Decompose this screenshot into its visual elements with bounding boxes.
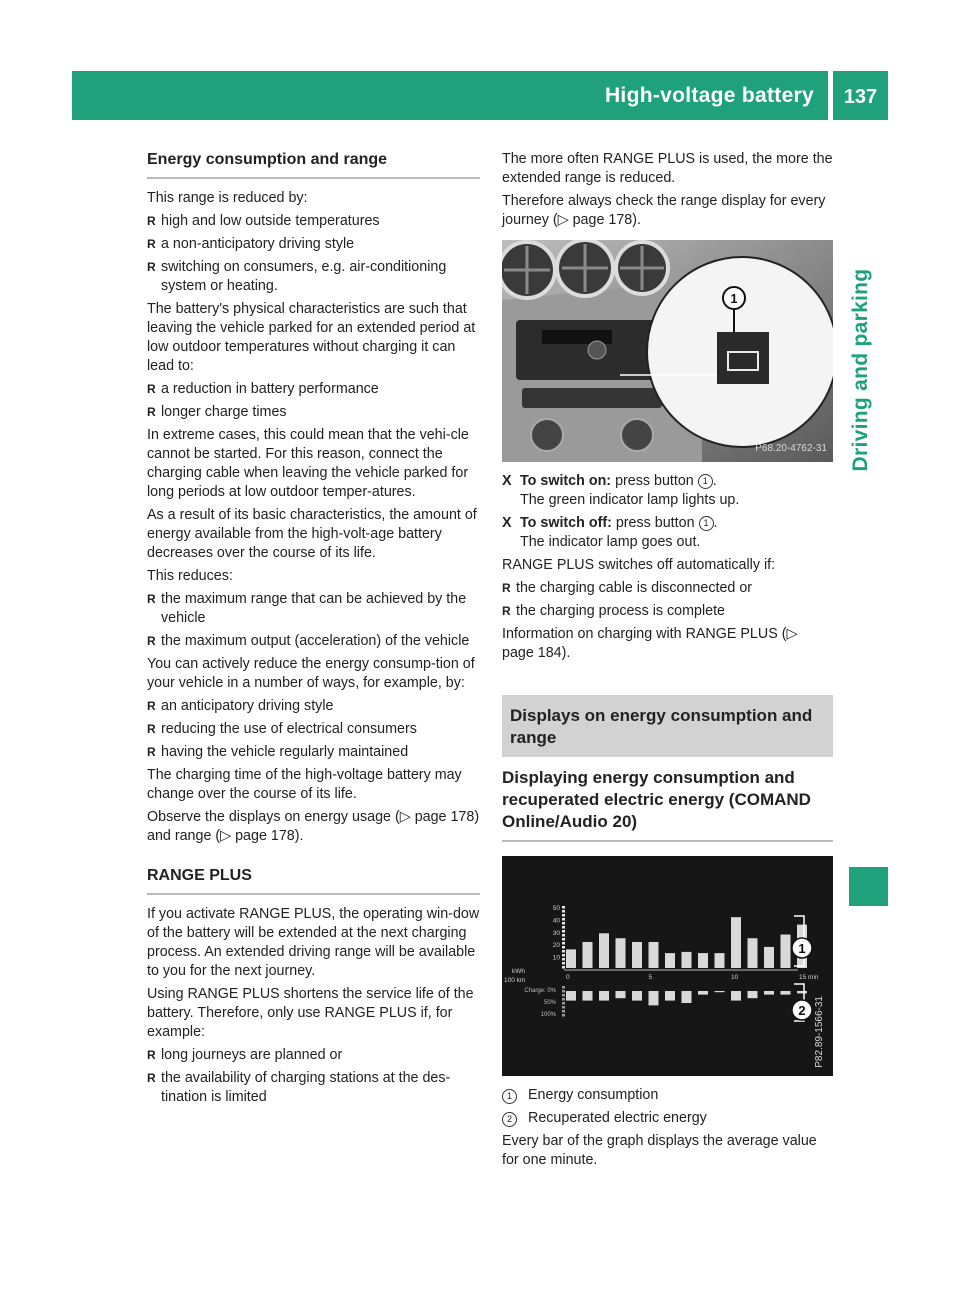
y-axis-segment bbox=[562, 914, 565, 917]
consumption-bar bbox=[698, 953, 708, 968]
step-switch-on bbox=[502, 472, 833, 510]
paragraph: If you activate RANGE PLUS, the operating win-dow of the battery will be extended at the next charging process. An extended driving range will be available to you for the next journey. bbox=[147, 906, 480, 979]
y-axis-segment bbox=[562, 934, 565, 937]
consumption-bar bbox=[665, 953, 675, 968]
list-item: R the maximum output (acceleration) of the vehicle bbox=[147, 632, 480, 651]
list-item: R an anticipatory driving style bbox=[147, 697, 480, 716]
unit-label: 100 km bbox=[504, 977, 526, 984]
step-text: press button bbox=[615, 515, 695, 531]
y-tick-label: 30 bbox=[552, 929, 560, 937]
step-label: To switch off: bbox=[520, 515, 612, 531]
paragraph: Information on charging with RANGE PLUS (▷ page 184). bbox=[502, 626, 798, 661]
charge-label: Charge: 0% bbox=[524, 988, 556, 994]
side-tab bbox=[833, 130, 888, 860]
legend-text: Energy consumption bbox=[528, 1087, 659, 1103]
y-tick-label: 40 bbox=[552, 917, 560, 925]
charge-scale-segment bbox=[562, 1014, 565, 1017]
figure-code: P68.20-4762-31 bbox=[755, 443, 827, 454]
legend-text: Recuperated electric energy bbox=[528, 1110, 707, 1126]
charge-scale-segment bbox=[562, 1006, 565, 1009]
marker-1: 1 bbox=[699, 516, 714, 531]
recuperation-bar bbox=[698, 991, 708, 995]
legend-marker: 2 bbox=[502, 1112, 517, 1127]
y-axis-segment bbox=[562, 926, 565, 929]
charge-scale-segment bbox=[562, 986, 565, 989]
list-item: R longer charge times bbox=[147, 403, 480, 422]
consumption-bar bbox=[616, 938, 626, 968]
legend-marker: 1 bbox=[502, 1089, 517, 1104]
marker-1-label: 1 bbox=[798, 941, 806, 956]
paragraph: Using RANGE PLUS shortens the service life of the battery. Therefore, only use RANGE PLUS if, for example: bbox=[147, 986, 474, 1040]
y-axis-segment bbox=[562, 906, 565, 909]
paragraph: Every bar of the graph displays the average value for one minute. bbox=[502, 1133, 817, 1168]
range-plus-heading: RANGE PLUS bbox=[147, 866, 480, 895]
paragraph: The battery's physical characteristics are such that leaving the vehicle parked for an extended period at low outdoor temperatures without charging it can lead to: bbox=[147, 301, 476, 374]
recuperation-bar bbox=[781, 991, 791, 995]
photo-marker-1: 1 bbox=[730, 291, 738, 306]
y-axis-segment bbox=[562, 946, 565, 949]
recuperation-bar bbox=[764, 991, 774, 995]
y-tick-label: 10 bbox=[552, 954, 560, 962]
paragraph: You can actively reduce the energy consump-tion of your vehicle in a number of ways, for example, by: bbox=[147, 656, 475, 691]
list-item: R the maximum range that can be achieved by the vehicle bbox=[147, 590, 480, 628]
y-axis-segment bbox=[562, 918, 565, 921]
consumption-bar bbox=[649, 942, 659, 968]
y-axis-segment bbox=[562, 942, 565, 945]
step-switch-off bbox=[502, 514, 833, 552]
recuperation-bar bbox=[748, 991, 758, 998]
y-axis-segment bbox=[562, 966, 565, 969]
recuperation-bar bbox=[616, 991, 626, 998]
y-axis-segment bbox=[562, 958, 565, 961]
recuperation-bar bbox=[632, 991, 642, 1001]
dashboard-illustration bbox=[502, 240, 833, 462]
y-axis-segment bbox=[562, 938, 565, 941]
y-axis-segment bbox=[562, 954, 565, 957]
list-item: R the charging cable is disconnected or bbox=[502, 579, 833, 598]
marker-1: 1 bbox=[698, 474, 713, 489]
x-tick-label: 5 bbox=[648, 974, 653, 981]
energy-heading: Energy consumption and range bbox=[147, 150, 480, 179]
x-tick-label: 15 min bbox=[799, 974, 819, 981]
paragraph: This range is reduced by: bbox=[147, 190, 308, 206]
marker-2-label: 2 bbox=[798, 1003, 806, 1018]
consumption-bar bbox=[731, 917, 741, 968]
list-item: R a non-anticipatory driving style bbox=[147, 235, 480, 254]
consumption-bar bbox=[781, 935, 791, 968]
paragraph: The more often RANGE PLUS is used, the more the extended range is reduced. bbox=[502, 151, 833, 186]
recuperation-bar bbox=[665, 991, 675, 1001]
list-item: R the charging process is complete bbox=[502, 602, 833, 621]
legend-item bbox=[502, 1109, 833, 1128]
paragraph: In extreme cases, this could mean that the vehi-cle cannot be started. For this reason, connect the charging cable when leaving the vehicle parked for long periods at low outdoor temper-atures. bbox=[147, 427, 469, 500]
page-number: 137 bbox=[833, 71, 888, 120]
charge-scale-segment bbox=[562, 994, 565, 997]
header-bar bbox=[72, 71, 828, 120]
dashboard-photo bbox=[502, 240, 833, 462]
charge-scale-segment bbox=[562, 998, 565, 1001]
y-axis-segment bbox=[562, 930, 565, 933]
step-label: To switch on: bbox=[520, 473, 612, 489]
step-text: press button bbox=[615, 473, 694, 489]
displaying-heading: Displaying energy consumption and recuperated electric energy (COMAND Online/Audio 20) bbox=[502, 767, 833, 842]
step-result: The indicator lamp goes out. bbox=[520, 534, 701, 550]
step-result: The green indicator lamp lights up. bbox=[520, 492, 740, 508]
charge-label: 100% bbox=[540, 1012, 556, 1018]
paragraph: Observe the displays on energy usage (▷ page 178) and range (▷ page 178). bbox=[147, 809, 480, 844]
charge-scale-segment bbox=[562, 1002, 565, 1005]
list-item: R switching on consumers, e.g. air-conditioning system or heating. bbox=[147, 258, 480, 296]
y-axis-segment bbox=[562, 922, 565, 925]
list-item: R the availability of charging stations at the des-tination is limited bbox=[147, 1069, 480, 1107]
y-tick-label: 20 bbox=[552, 942, 560, 950]
x-tick-label: 0 bbox=[566, 974, 570, 981]
paragraph: As a result of its basic characteristics, the amount of energy available from the high-volt-age battery decreases over the course of its life. bbox=[147, 507, 477, 561]
consumption-bar bbox=[632, 942, 642, 968]
consumption-bar bbox=[682, 952, 692, 968]
charge-label: 50% bbox=[543, 1000, 556, 1006]
list-item: R long journeys are planned or bbox=[147, 1046, 480, 1065]
recuperation-bar bbox=[599, 991, 609, 1001]
consumption-bar bbox=[748, 938, 758, 968]
consumption-bar bbox=[715, 953, 725, 968]
y-axis-segment bbox=[562, 910, 565, 913]
list-item: R reducing the use of electrical consumers bbox=[147, 720, 480, 739]
recuperation-bar bbox=[583, 991, 593, 1001]
side-tab-label: Driving and parking bbox=[848, 268, 872, 472]
recuperation-bar bbox=[731, 991, 741, 1001]
x-tick-label: 10 bbox=[731, 974, 739, 981]
paragraph: RANGE PLUS switches off automatically if: bbox=[502, 557, 776, 573]
recuperation-bar bbox=[649, 991, 659, 1005]
consumption-bar bbox=[566, 949, 576, 968]
recuperation-bar bbox=[682, 991, 692, 1003]
recuperation-bar bbox=[715, 991, 725, 992]
energy-chart bbox=[502, 856, 833, 1076]
left-column bbox=[147, 150, 480, 1111]
recuperation-bar bbox=[797, 991, 807, 993]
paragraph: Therefore always check the range display for every journey (▷ page 178). bbox=[502, 193, 826, 228]
right-column bbox=[502, 150, 833, 1174]
side-marker-block bbox=[849, 867, 888, 906]
y-tick-label: 50 bbox=[552, 905, 560, 912]
consumption-bar bbox=[599, 933, 609, 968]
consumption-bar bbox=[583, 942, 593, 968]
section-title: High-voltage battery bbox=[604, 84, 814, 107]
figure-code: P82.89-1566-31 bbox=[814, 996, 825, 1068]
y-axis-segment bbox=[562, 962, 565, 965]
list-item: R having the vehicle regularly maintained bbox=[147, 743, 480, 762]
period: . bbox=[712, 473, 717, 489]
period: . bbox=[713, 515, 718, 531]
charge-scale-segment bbox=[562, 990, 565, 993]
consumption-bar bbox=[764, 947, 774, 968]
charge-scale-segment bbox=[562, 1010, 565, 1013]
unit-label: kWh bbox=[512, 968, 525, 975]
paragraph: The charging time of the high-voltage battery may change over the course of its life. bbox=[147, 767, 462, 802]
legend-item bbox=[502, 1086, 833, 1105]
energy-chart-figure bbox=[502, 856, 833, 1076]
list-item: R a reduction in battery performance bbox=[147, 380, 480, 399]
list-item: R high and low outside temperatures bbox=[147, 212, 480, 231]
paragraph: This reduces: bbox=[147, 568, 233, 584]
displays-box-heading: Displays on energy consumption and range bbox=[502, 695, 833, 757]
recuperation-bar bbox=[566, 991, 576, 1001]
y-axis-segment bbox=[562, 950, 565, 953]
